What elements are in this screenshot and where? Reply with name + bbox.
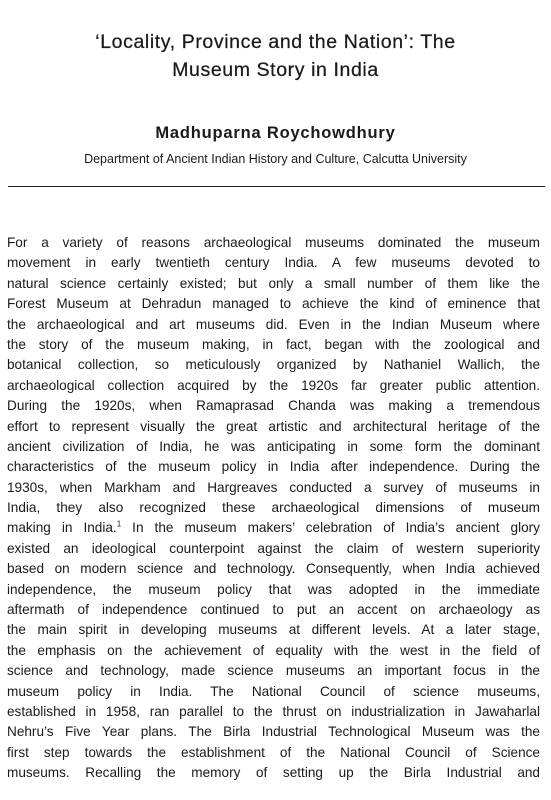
body-line: Forest Museum at Dehradun managed to achieve the kind of eminence that bbox=[7, 296, 540, 312]
author-name: Madhuparna Roychowdhury bbox=[155, 124, 396, 142]
article-title bbox=[0, 28, 551, 84]
body-line: museum policy in India. The National Council of science museums, bbox=[7, 683, 540, 699]
body-line: characteristics of the museum policy in India after independence. During the bbox=[7, 459, 540, 475]
body-line: existed an ideological counterpoint against the claim of western superiority bbox=[7, 540, 540, 556]
body-line: ancient civilization of India, he was anticipating in some form the dominant bbox=[7, 438, 540, 454]
article-title-line-2: Museum Story in India bbox=[172, 59, 379, 81]
article-title-line-1: ‘Locality, Province and the Nation’: The bbox=[95, 31, 456, 53]
body-line-with-footnote bbox=[7, 518, 540, 538]
footnote-marker[interactable]: 1 bbox=[116, 519, 122, 529]
body-line: science and technology, made science museums an important focus in the bbox=[7, 663, 540, 679]
body-line: movement in early twentieth century India. A few museums devoted to bbox=[7, 255, 540, 271]
header-divider bbox=[8, 186, 545, 187]
body-line: Nehru’s Five Year plans. The Birla Industrial Technological Museum was the bbox=[7, 724, 540, 740]
body-line-head: making in India. bbox=[7, 520, 117, 536]
body-line: botanical collection, so meticulously organized by Nathaniel Wallich, the bbox=[7, 357, 540, 373]
body-line: the emphasis on the achievement of equality with the west in the field of bbox=[7, 642, 540, 658]
body-line: India, they also recognized these archaeological dimensions of museum bbox=[7, 500, 540, 516]
body-line: natural science certainly existed; but only a small number of them like the bbox=[7, 275, 540, 291]
body-line: For a variety of reasons archaeological museums dominated the museum bbox=[7, 235, 540, 250]
body-line: museums. Recalling the memory of setting up the Birla Industrial and bbox=[7, 765, 540, 781]
body-line-tail: In the museum makers’ celebration of India’s ancient glory bbox=[121, 520, 540, 536]
body-line: 1930s, when Markham and Hargreaves conducted a survey of museums in bbox=[7, 479, 540, 495]
body-line: effort to represent visually the great artistic and architectural heritage of the bbox=[7, 418, 540, 434]
body-line: During the 1920s, when Ramaprasad Chanda was making a tremendous bbox=[7, 398, 540, 414]
body-line: established in 1958, ran parallel to the thrust on industrialization in Jawaharlal bbox=[7, 703, 540, 719]
body-line: independence, the museum policy that was adopted in the immediate bbox=[7, 581, 540, 597]
author-affiliation: Department of Ancient Indian History and Culture, Calcutta University bbox=[84, 152, 467, 166]
body-line: archaeological collection acquired by the 1920s far greater public attention. bbox=[7, 377, 540, 393]
body-paragraph bbox=[7, 233, 540, 784]
body-line: the story of the museum making, in fact, began with the zoological and bbox=[7, 336, 540, 352]
body-line: the main spirit in developing museums at different levels. At a later stage, bbox=[7, 622, 540, 638]
body-line: first step towards the establishment of the National Council of Science bbox=[7, 744, 540, 760]
body-line: the archaeological and art museums did. Even in the Indian Museum where bbox=[7, 316, 540, 332]
body-line: aftermath of independence continued to put an accent on archaeology as bbox=[7, 602, 540, 618]
body-line: based on modern science and technology. Consequently, when India achieved bbox=[7, 561, 540, 577]
